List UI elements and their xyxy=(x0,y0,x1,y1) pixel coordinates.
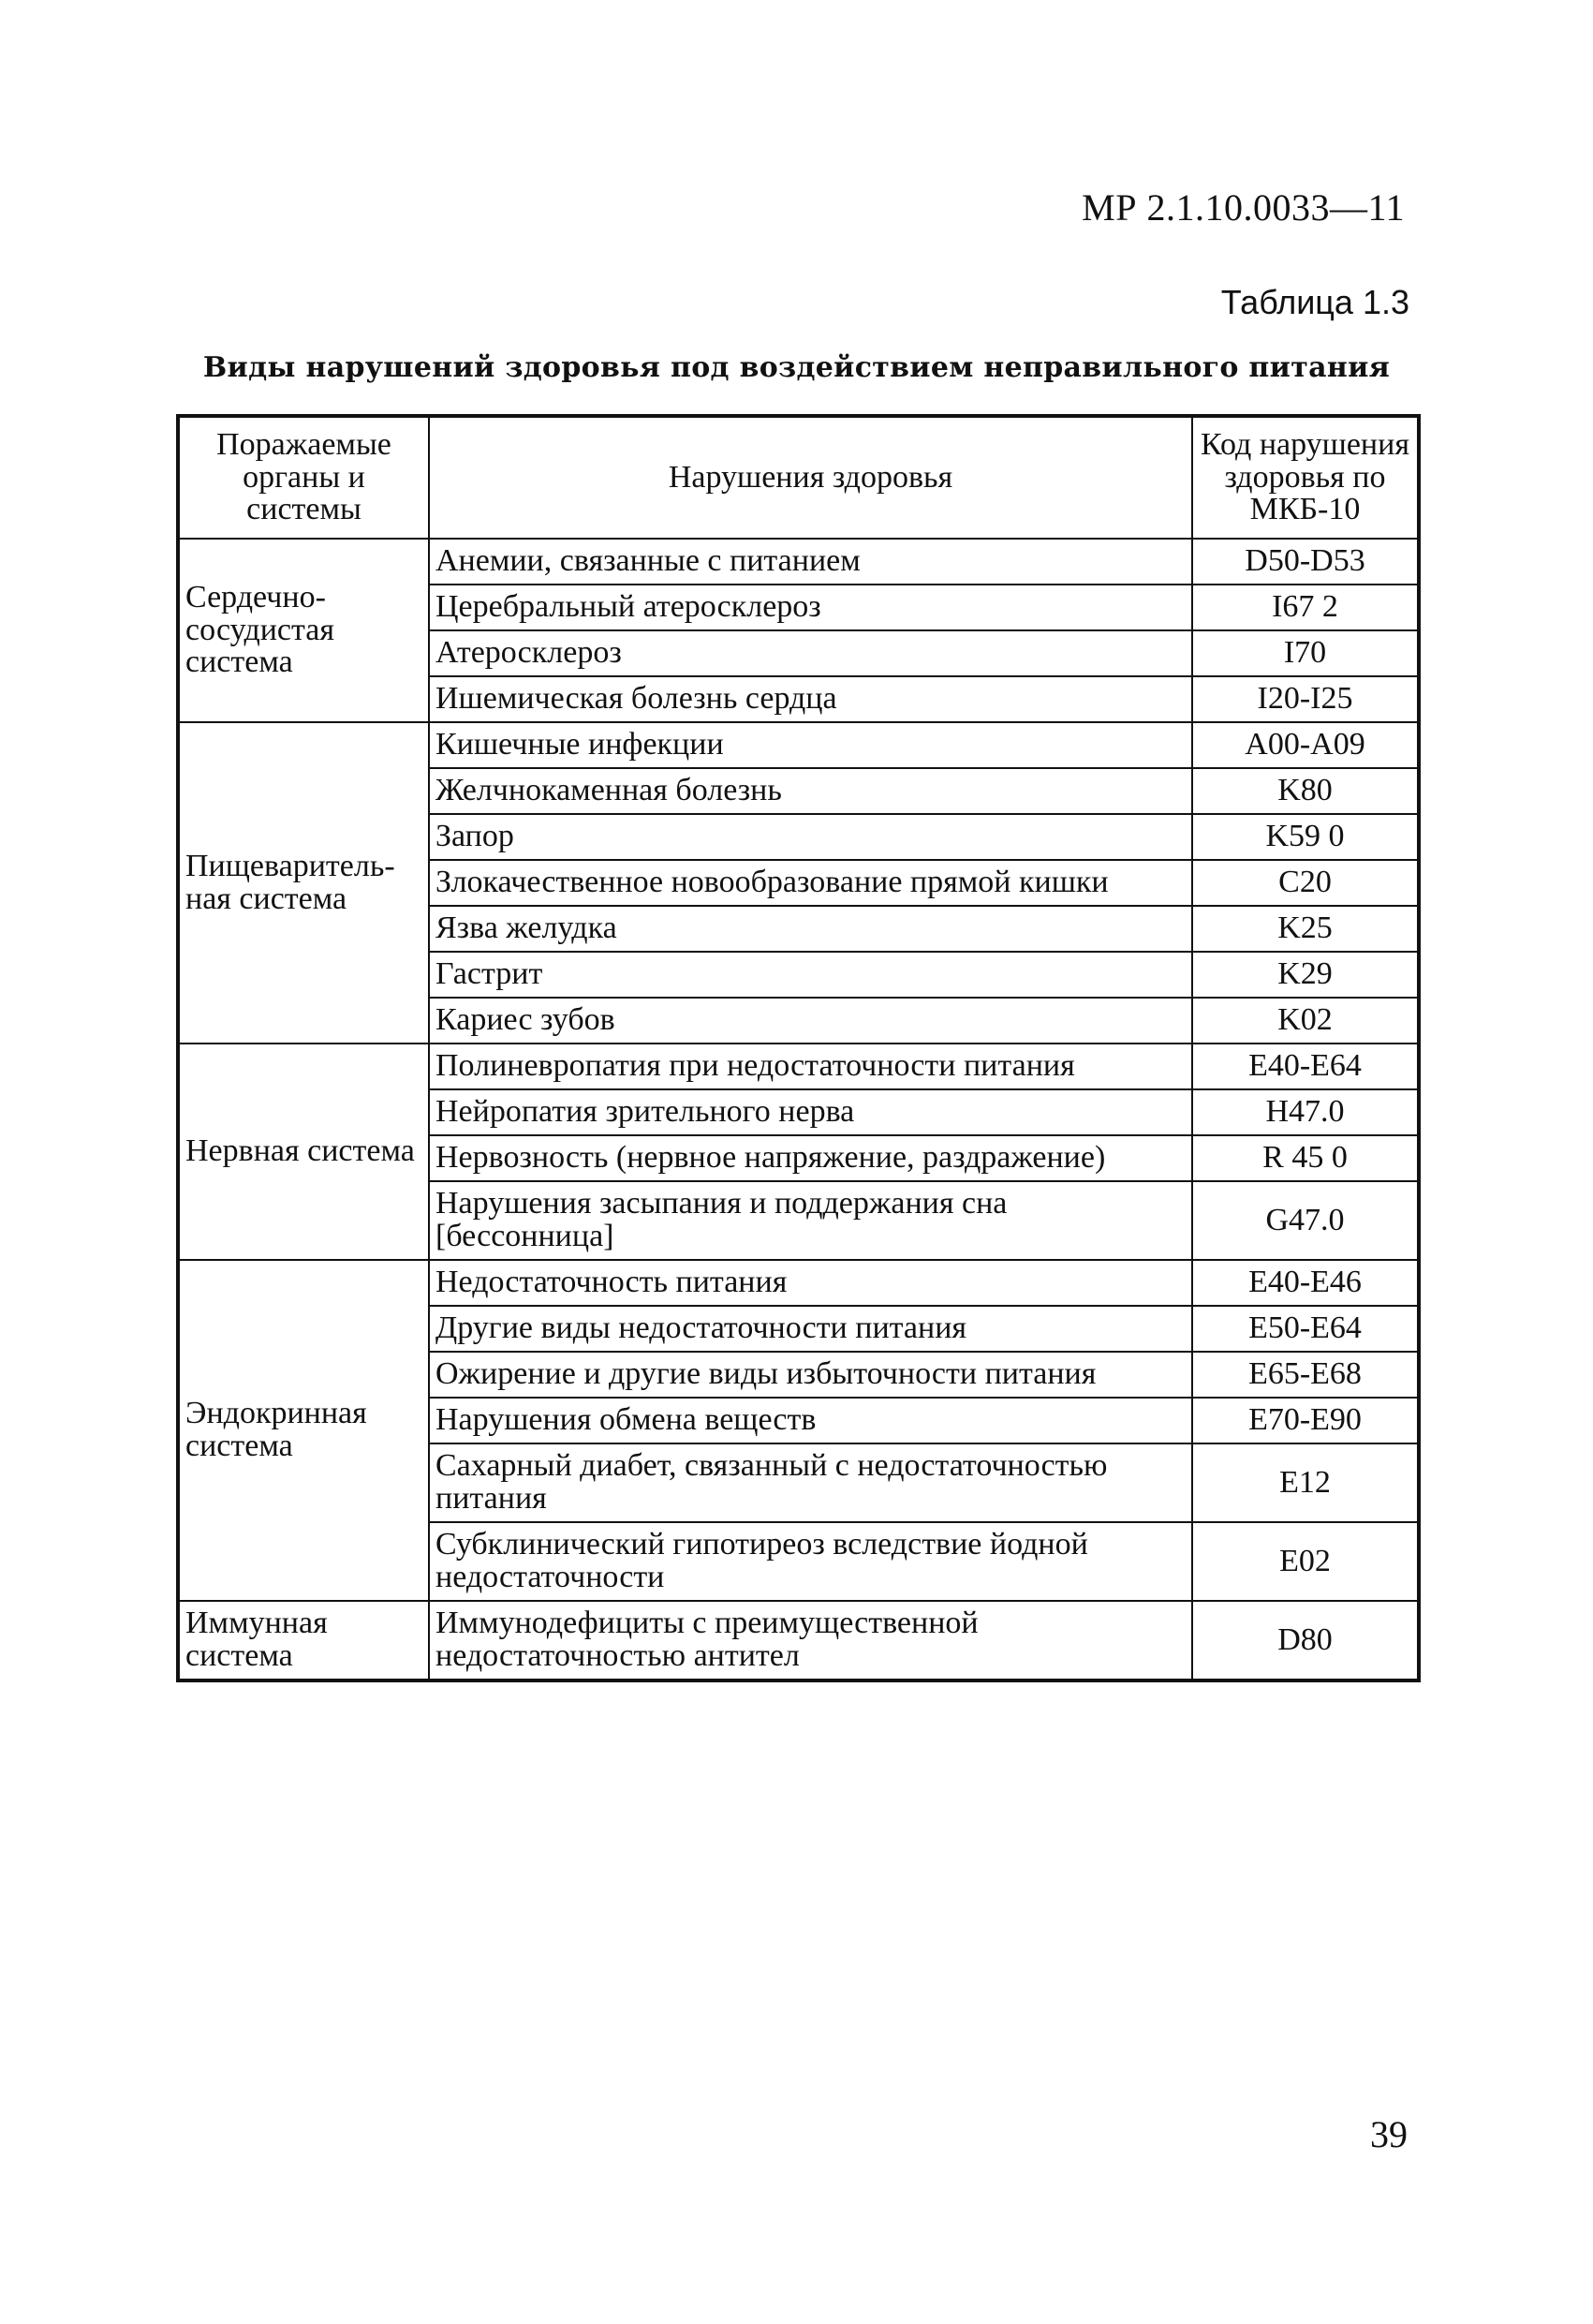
code-cell: D50-D53 xyxy=(1192,539,1419,585)
table-row xyxy=(178,539,1419,585)
disorder-cell: Нервозность (нервное напряжение, раздражение) xyxy=(429,1135,1192,1181)
disorder-cell: Гастрит xyxy=(429,952,1192,998)
disorder-cell: Кариес зубов xyxy=(429,998,1192,1044)
health-disorders-table xyxy=(176,414,1421,1682)
table-header-row xyxy=(178,416,1419,539)
disorder-cell: Другие виды недостаточности питания xyxy=(429,1306,1192,1352)
code-cell: E40-E64 xyxy=(1192,1044,1419,1089)
system-cell: Иммунная система xyxy=(178,1601,429,1680)
table-row xyxy=(178,1044,1419,1089)
disorder-cell: Запор xyxy=(429,814,1192,860)
code-cell: E12 xyxy=(1192,1443,1419,1522)
disorder-cell: Иммунодефициты с преимущественной недостаточностью антител xyxy=(429,1601,1192,1680)
disorder-cell: Недостаточность питания xyxy=(429,1260,1192,1306)
disorder-cell: Язва желудка xyxy=(429,906,1192,952)
disorder-cell: Кишечные инфекции xyxy=(429,722,1192,768)
code-cell: K25 xyxy=(1192,906,1419,952)
table-row xyxy=(178,1260,1419,1306)
disorder-cell: Субклинический гипотиреоз вследствие йодной недостаточности xyxy=(429,1522,1192,1601)
code-cell: I20-I25 xyxy=(1192,676,1419,722)
table-title: Виды нарушений здоровья под воздействием неправильного питания xyxy=(202,351,1391,384)
disorder-cell: Нарушения обмена веществ xyxy=(429,1398,1192,1443)
code-cell: I67 2 xyxy=(1192,585,1419,630)
code-cell: D80 xyxy=(1192,1601,1419,1680)
column-header-disorders: Нарушения здоровья xyxy=(429,416,1192,539)
code-cell: A00-A09 xyxy=(1192,722,1419,768)
disorder-cell: Анемии, связанные с питанием xyxy=(429,539,1192,585)
column-header-codes: Код нарушения здоровья по МКБ-10 xyxy=(1192,416,1419,539)
disorder-cell: Сахарный диабет, связанный с недостаточностью питания xyxy=(429,1443,1192,1522)
table-number: Таблица 1.3 xyxy=(1220,283,1409,321)
column-header-systems: Поражаемые органы и системы xyxy=(178,416,429,539)
page-number: 39 xyxy=(1370,2113,1408,2155)
code-cell: E02 xyxy=(1192,1522,1419,1601)
table-row xyxy=(178,722,1419,768)
code-cell: I70 xyxy=(1192,630,1419,676)
code-cell: K02 xyxy=(1192,998,1419,1044)
document-code: МР 2.1.10.0033—11 xyxy=(1082,186,1405,229)
code-cell: E40-E46 xyxy=(1192,1260,1419,1306)
system-cell: Эндокринная система xyxy=(178,1260,429,1601)
code-cell: K80 xyxy=(1192,768,1419,814)
system-cell: Сердечно-сосудистая система xyxy=(178,539,429,722)
code-cell: E70-E90 xyxy=(1192,1398,1419,1443)
disorder-cell: Ишемическая болезнь сердца xyxy=(429,676,1192,722)
code-cell: R 45 0 xyxy=(1192,1135,1419,1181)
code-cell: K29 xyxy=(1192,952,1419,998)
disorder-cell: Церебральный атеросклероз xyxy=(429,585,1192,630)
code-cell: G47.0 xyxy=(1192,1181,1419,1260)
code-cell: K59 0 xyxy=(1192,814,1419,860)
disorder-cell: Полиневропатия при недостаточности питания xyxy=(429,1044,1192,1089)
code-cell: E50-E64 xyxy=(1192,1306,1419,1352)
code-cell: C20 xyxy=(1192,860,1419,906)
disorder-cell: Нарушения засыпания и поддержания сна [бессонница] xyxy=(429,1181,1192,1260)
disorder-cell: Ожирение и другие виды избыточности питания xyxy=(429,1352,1192,1398)
code-cell: E65-E68 xyxy=(1192,1352,1419,1398)
disorder-cell: Нейропатия зрительного нерва xyxy=(429,1089,1192,1135)
disorder-cell: Атеросклероз xyxy=(429,630,1192,676)
disorder-cell: Злокачественное новообразование прямой кишки xyxy=(429,860,1192,906)
system-cell: Пищеваритель-ная система xyxy=(178,722,429,1044)
system-cell: Нервная система xyxy=(178,1044,429,1260)
table-row xyxy=(178,1601,1419,1680)
code-cell: H47.0 xyxy=(1192,1089,1419,1135)
disorder-cell: Желчнокаменная болезнь xyxy=(429,768,1192,814)
